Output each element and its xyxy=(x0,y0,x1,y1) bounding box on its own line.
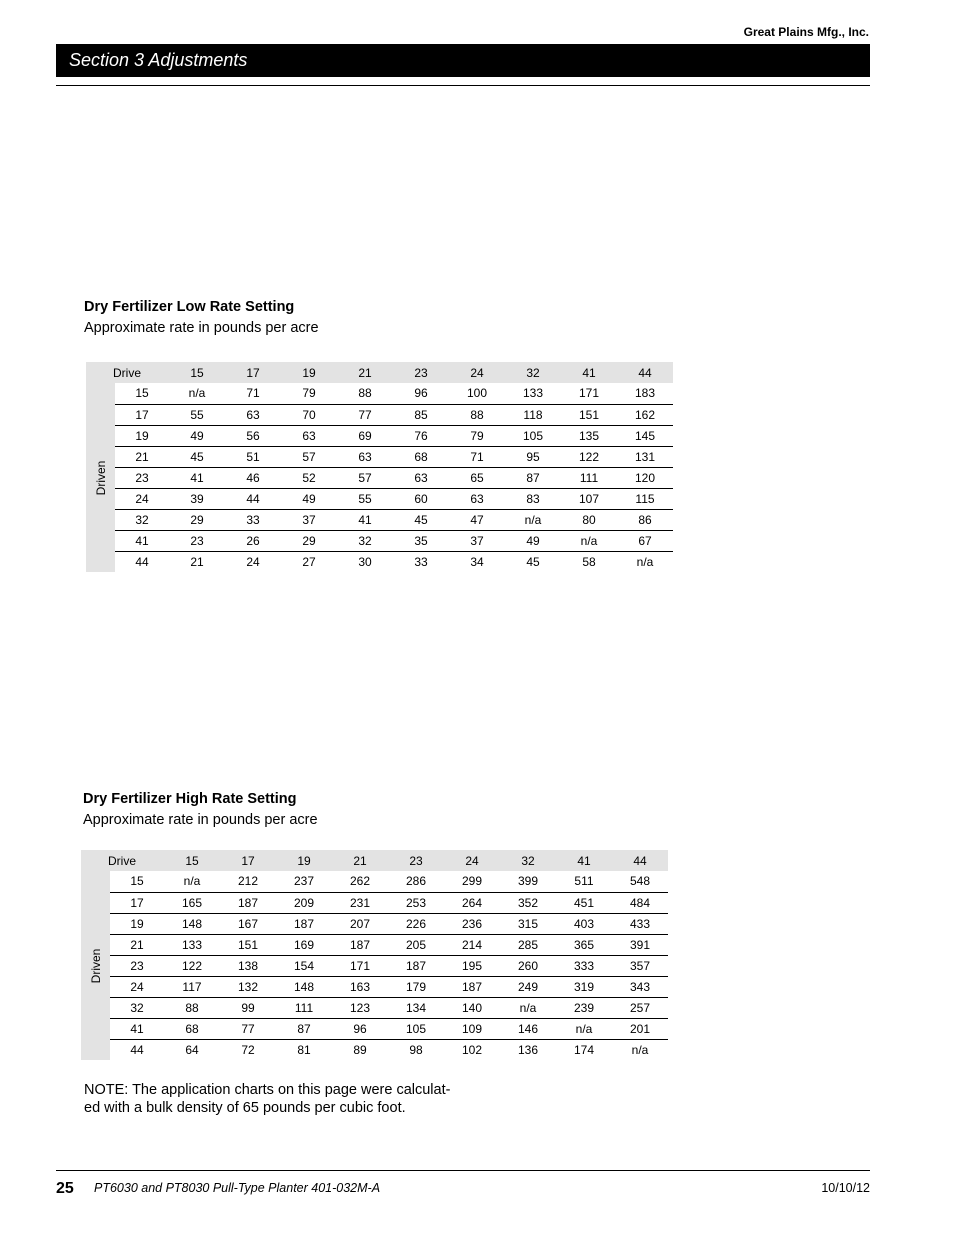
rate-cell: 34 xyxy=(470,554,484,569)
driven-sprocket-cell: 44 xyxy=(130,1042,144,1057)
rate-cell: 133 xyxy=(505,383,561,404)
rate-cell: 60 xyxy=(393,488,449,509)
rate-cell: 264 xyxy=(444,892,500,913)
rate-cell: 109 xyxy=(444,1018,500,1039)
rate-cell: 201 xyxy=(612,1018,668,1039)
rate-cell: 107 xyxy=(561,488,617,509)
rate-cell: 21 xyxy=(190,554,204,569)
rate-cell: 35 xyxy=(393,530,449,551)
rate-cell: 260 xyxy=(500,955,556,976)
rate-cell: n/a xyxy=(561,530,617,551)
rate-cell: 96 xyxy=(393,383,449,404)
rate-cell: 151 xyxy=(220,934,276,955)
rate-cell: 403 xyxy=(556,913,612,934)
driven-sprocket-cell: 23 xyxy=(115,467,169,488)
rate-cell: 315 xyxy=(500,913,556,934)
rate-cell: 187 xyxy=(276,913,332,934)
rate-cell: 132 xyxy=(220,976,276,997)
rate-cell: 148 xyxy=(276,976,332,997)
drive-sprocket-header: 32 xyxy=(505,362,561,383)
rate-cell: 45 xyxy=(526,554,540,569)
rate-cell: 285 xyxy=(500,934,556,955)
rate-cell: 63 xyxy=(281,425,337,446)
drive-sprocket-header: 15 xyxy=(169,362,225,383)
rate-cell: 64 xyxy=(185,1042,199,1057)
rate-cell: 209 xyxy=(276,892,332,913)
driven-sprocket-cell: 32 xyxy=(110,997,164,1018)
table-row xyxy=(81,892,668,913)
table-row xyxy=(86,488,673,509)
drive-sprocket-header: 44 xyxy=(617,362,673,383)
rate-cell: n/a xyxy=(169,383,225,404)
table-row xyxy=(86,383,673,404)
rate-cell: 117 xyxy=(164,976,220,997)
rate-cell: 399 xyxy=(500,871,556,892)
rate-cell: 343 xyxy=(612,976,668,997)
table-row xyxy=(81,1039,668,1060)
rate-cell: 187 xyxy=(220,892,276,913)
drive-sprocket-header: 17 xyxy=(225,362,281,383)
driven-sprocket-cell: 19 xyxy=(110,913,164,934)
rate-cell: 33 xyxy=(225,509,281,530)
note-line-2: ed with a bulk density of 65 pounds per cubic foot. xyxy=(84,1100,406,1116)
application-note xyxy=(84,1081,450,1117)
drive-sprocket-header: 19 xyxy=(281,362,337,383)
rate-cell: 57 xyxy=(281,446,337,467)
rate-cell: 55 xyxy=(337,488,393,509)
table-row xyxy=(86,446,673,467)
rate-cell: 77 xyxy=(220,1018,276,1039)
rate-cell: 148 xyxy=(164,913,220,934)
rate-cell: n/a xyxy=(164,871,220,892)
drive-header-row xyxy=(86,362,673,383)
rate-cell: 56 xyxy=(225,425,281,446)
rate-cell: 115 xyxy=(617,488,673,509)
rate-cell: 86 xyxy=(617,509,673,530)
high-rate-table xyxy=(81,850,668,1060)
table-row xyxy=(86,509,673,530)
rate-cell: 133 xyxy=(164,934,220,955)
rate-cell: 165 xyxy=(164,892,220,913)
rate-cell: 118 xyxy=(505,404,561,425)
rate-cell: 174 xyxy=(573,1042,595,1057)
rate-cell: 41 xyxy=(169,467,225,488)
rate-cell: n/a xyxy=(636,554,654,569)
rate-cell: 365 xyxy=(556,934,612,955)
rate-cell: 145 xyxy=(617,425,673,446)
top-divider xyxy=(56,85,870,86)
rate-cell: 226 xyxy=(388,913,444,934)
rate-cell: 262 xyxy=(332,871,388,892)
rate-cell: 24 xyxy=(246,554,260,569)
rate-cell: 319 xyxy=(556,976,612,997)
rate-cell: 105 xyxy=(505,425,561,446)
low-rate-table xyxy=(86,362,673,572)
rate-cell: 357 xyxy=(612,955,668,976)
rate-cell: 88 xyxy=(337,383,393,404)
rate-cell: 138 xyxy=(220,955,276,976)
rate-cell: 47 xyxy=(449,509,505,530)
rate-cell: 111 xyxy=(561,467,617,488)
rate-cell: 187 xyxy=(332,934,388,955)
rate-cell: 299 xyxy=(444,871,500,892)
rate-cell: n/a xyxy=(556,1018,612,1039)
high-rate-title: Dry Fertilizer High Rate Setting xyxy=(83,791,297,807)
driven-sprocket-cell: 24 xyxy=(115,488,169,509)
drive-header-row xyxy=(81,850,668,871)
rate-cell: 433 xyxy=(612,913,668,934)
table-row xyxy=(81,913,668,934)
document-date: 10/10/12 xyxy=(821,1181,870,1195)
rate-cell: 111 xyxy=(276,997,332,1018)
rate-cell: 95 xyxy=(505,446,561,467)
rate-cell: 51 xyxy=(225,446,281,467)
table-row xyxy=(81,934,668,955)
rate-cell: 29 xyxy=(281,530,337,551)
rate-cell: 49 xyxy=(505,530,561,551)
drive-sprocket-header: 32 xyxy=(500,850,556,871)
rate-cell: 286 xyxy=(388,871,444,892)
rate-cell: n/a xyxy=(631,1042,649,1057)
rate-cell: 87 xyxy=(505,467,561,488)
drive-sprocket-header: 24 xyxy=(449,362,505,383)
rate-cell: 71 xyxy=(449,446,505,467)
rate-cell: 96 xyxy=(332,1018,388,1039)
page-number: 25 xyxy=(56,1180,74,1197)
rate-cell: 214 xyxy=(444,934,500,955)
rate-cell: 179 xyxy=(388,976,444,997)
driven-sprocket-cell: 15 xyxy=(115,383,169,404)
table-row xyxy=(86,404,673,425)
driven-sprocket-cell: 21 xyxy=(115,446,169,467)
rate-cell: 154 xyxy=(276,955,332,976)
rate-cell: 169 xyxy=(276,934,332,955)
rate-cell: 231 xyxy=(332,892,388,913)
rate-cell: 451 xyxy=(556,892,612,913)
rate-cell: 49 xyxy=(169,425,225,446)
drive-sprocket-header: 21 xyxy=(337,362,393,383)
driven-axis-label xyxy=(81,871,110,1060)
rate-cell: 352 xyxy=(500,892,556,913)
driven-sprocket-cell: 41 xyxy=(110,1018,164,1039)
rate-cell: 58 xyxy=(582,554,596,569)
rate-cell: 88 xyxy=(449,404,505,425)
rate-cell: 207 xyxy=(332,913,388,934)
rate-cell: 81 xyxy=(297,1042,311,1057)
rate-cell: 122 xyxy=(164,955,220,976)
table-row xyxy=(86,467,673,488)
rate-cell: 23 xyxy=(169,530,225,551)
rate-cell: 49 xyxy=(281,488,337,509)
rate-cell: 83 xyxy=(505,488,561,509)
drive-sprocket-header: 23 xyxy=(388,850,444,871)
rate-cell: 187 xyxy=(388,955,444,976)
driven-label: Driven xyxy=(93,460,108,495)
drive-label: Drive xyxy=(81,850,164,871)
section-header xyxy=(56,44,870,77)
drive-sprocket-header: 21 xyxy=(332,850,388,871)
rate-cell: 57 xyxy=(337,467,393,488)
drive-label: Drive xyxy=(86,362,169,383)
table-row xyxy=(86,551,673,572)
rate-cell: 63 xyxy=(225,404,281,425)
rate-cell: n/a xyxy=(500,997,556,1018)
rate-cell: 122 xyxy=(561,446,617,467)
driven-label: Driven xyxy=(88,948,103,983)
rate-cell: 391 xyxy=(612,934,668,955)
rate-cell: 195 xyxy=(444,955,500,976)
rate-cell: 162 xyxy=(617,404,673,425)
rate-cell: 27 xyxy=(302,554,316,569)
rate-cell: 85 xyxy=(393,404,449,425)
rate-cell: 30 xyxy=(358,554,372,569)
bottom-divider xyxy=(56,1170,870,1171)
rate-cell: 67 xyxy=(617,530,673,551)
low-rate-title: Dry Fertilizer Low Rate Setting xyxy=(84,299,295,315)
table-row xyxy=(81,997,668,1018)
drive-sprocket-header: 19 xyxy=(276,850,332,871)
rate-cell: 140 xyxy=(444,997,500,1018)
driven-sprocket-cell: 21 xyxy=(110,934,164,955)
driven-sprocket-cell: 17 xyxy=(110,892,164,913)
rate-cell: 484 xyxy=(612,892,668,913)
table-row xyxy=(86,530,673,551)
driven-axis-label xyxy=(86,383,115,572)
rate-cell: 44 xyxy=(225,488,281,509)
drive-sprocket-header: 23 xyxy=(393,362,449,383)
drive-sprocket-header: 41 xyxy=(561,362,617,383)
drive-sprocket-header: 15 xyxy=(164,850,220,871)
rate-cell: 45 xyxy=(169,446,225,467)
rate-cell: 63 xyxy=(393,467,449,488)
table-row xyxy=(81,1018,668,1039)
rate-cell: 171 xyxy=(332,955,388,976)
rate-cell: 87 xyxy=(276,1018,332,1039)
rate-cell: 100 xyxy=(449,383,505,404)
rate-cell: 63 xyxy=(449,488,505,509)
drive-sprocket-header: 17 xyxy=(220,850,276,871)
rate-cell: 65 xyxy=(449,467,505,488)
rate-cell: 80 xyxy=(561,509,617,530)
rate-cell: 253 xyxy=(388,892,444,913)
rate-cell: 548 xyxy=(612,871,668,892)
rate-cell: 257 xyxy=(612,997,668,1018)
rate-cell: 52 xyxy=(281,467,337,488)
rate-cell: 26 xyxy=(225,530,281,551)
rate-cell: 33 xyxy=(414,554,428,569)
rate-cell: 163 xyxy=(332,976,388,997)
rate-cell: 68 xyxy=(393,446,449,467)
rate-cell: 77 xyxy=(337,404,393,425)
rate-cell: 79 xyxy=(281,383,337,404)
rate-cell: 89 xyxy=(353,1042,367,1057)
company-name: Great Plains Mfg., Inc. xyxy=(743,25,869,39)
rate-cell: 183 xyxy=(617,383,673,404)
driven-sprocket-cell: 19 xyxy=(115,425,169,446)
rate-cell: 146 xyxy=(500,1018,556,1039)
table-row xyxy=(81,955,668,976)
rate-cell: 131 xyxy=(617,446,673,467)
rate-cell: 71 xyxy=(225,383,281,404)
table-row xyxy=(81,976,668,997)
rate-cell: 37 xyxy=(449,530,505,551)
driven-sprocket-cell: 32 xyxy=(115,509,169,530)
rate-cell: 45 xyxy=(393,509,449,530)
rate-cell: 69 xyxy=(337,425,393,446)
driven-sprocket-cell: 15 xyxy=(110,871,164,892)
rate-cell: 39 xyxy=(169,488,225,509)
document-title: PT6030 and PT8030 Pull-Type Planter 401-032M-A xyxy=(94,1181,381,1195)
driven-sprocket-cell: 17 xyxy=(115,404,169,425)
rate-cell: 236 xyxy=(444,913,500,934)
rate-cell: 29 xyxy=(169,509,225,530)
driven-sprocket-cell: 24 xyxy=(110,976,164,997)
drive-sprocket-header: 44 xyxy=(612,850,668,871)
rate-cell: 32 xyxy=(337,530,393,551)
section-title: Section 3 Adjustments xyxy=(69,50,248,70)
drive-sprocket-header: 41 xyxy=(556,850,612,871)
high-rate-subtitle: Approximate rate in pounds per acre xyxy=(83,812,318,828)
note-line-1: NOTE: The application charts on this page were calculat- xyxy=(84,1082,451,1098)
rate-cell: 99 xyxy=(220,997,276,1018)
driven-sprocket-cell: 44 xyxy=(135,554,149,569)
rate-cell: 123 xyxy=(332,997,388,1018)
rate-cell: 205 xyxy=(388,934,444,955)
rate-cell: 102 xyxy=(461,1042,483,1057)
rate-cell: 41 xyxy=(337,509,393,530)
rate-cell: 249 xyxy=(500,976,556,997)
low-rate-subtitle: Approximate rate in pounds per acre xyxy=(84,320,319,336)
rate-cell: 68 xyxy=(164,1018,220,1039)
rate-cell: 55 xyxy=(169,404,225,425)
rate-cell: 511 xyxy=(556,871,612,892)
driven-sprocket-cell: 41 xyxy=(115,530,169,551)
rate-cell: 151 xyxy=(561,404,617,425)
table-row xyxy=(86,425,673,446)
rate-cell: 212 xyxy=(220,871,276,892)
rate-cell: 171 xyxy=(561,383,617,404)
rate-cell: 37 xyxy=(281,509,337,530)
rate-cell: 70 xyxy=(281,404,337,425)
rate-cell: n/a xyxy=(505,509,561,530)
driven-sprocket-cell: 23 xyxy=(110,955,164,976)
rate-cell: 333 xyxy=(556,955,612,976)
rate-cell: 167 xyxy=(220,913,276,934)
rate-cell: 237 xyxy=(276,871,332,892)
rate-cell: 98 xyxy=(409,1042,423,1057)
rate-cell: 136 xyxy=(517,1042,539,1057)
table-row xyxy=(81,871,668,892)
rate-cell: 239 xyxy=(556,997,612,1018)
drive-sprocket-header: 24 xyxy=(444,850,500,871)
rate-cell: 76 xyxy=(393,425,449,446)
rate-cell: 88 xyxy=(164,997,220,1018)
rate-cell: 72 xyxy=(241,1042,255,1057)
rate-cell: 105 xyxy=(388,1018,444,1039)
rate-cell: 120 xyxy=(617,467,673,488)
rate-cell: 135 xyxy=(561,425,617,446)
rate-cell: 187 xyxy=(444,976,500,997)
rate-cell: 46 xyxy=(225,467,281,488)
rate-cell: 63 xyxy=(337,446,393,467)
rate-cell: 134 xyxy=(388,997,444,1018)
rate-cell: 79 xyxy=(449,425,505,446)
